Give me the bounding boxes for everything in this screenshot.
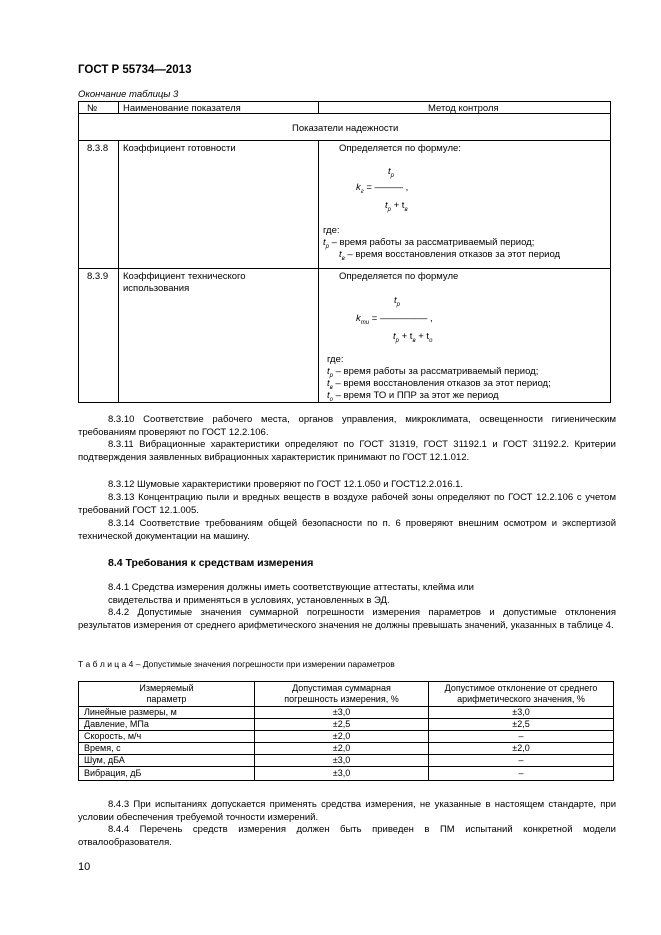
document-header: ГОСТ Р 55734—2013	[78, 64, 192, 76]
table-cell: –	[518, 731, 524, 741]
table-cell: ±2,5	[512, 719, 530, 729]
row-838-intro: Определяется по формуле:	[339, 143, 461, 154]
table-cell: –	[518, 768, 524, 778]
row-838-def1: $t_р$ – время работы за рассматриваемый период;	[323, 237, 535, 250]
table-row: Время, с	[84, 743, 121, 753]
table-cell: ±3,0	[512, 707, 530, 717]
para-8-4-4: 8.4.4 Перечень средств измерения должен быть приведен в ПМ испытаний конкретной модели отвалообразователя.	[78, 824, 616, 848]
table-row: Вибрация, дБ	[84, 768, 142, 778]
row-838-num: 8.3.8	[87, 143, 109, 154]
para-8-4-1-line2: свидетельства и применяться в условиях, установленных в ЭД.	[108, 595, 390, 606]
table3-header-num: №	[87, 103, 98, 114]
table-row: Скорость, м/ч	[84, 731, 142, 741]
table-row: Шум, дБА	[84, 755, 125, 765]
table3-header-name: Наименование показателя	[123, 103, 241, 114]
row-838-where: где:	[323, 225, 340, 236]
para-8-4-2: 8.4.2 Допустимые значения суммарной погрешности измерения параметров и допустимые отклонения результатов измерения от среднего арифметического значения не должны превышать значений, указанных в таблице 4.	[78, 607, 616, 631]
table-cell: ±3,0	[332, 768, 351, 778]
row-839-formula-den: $t_р + t_в + t_о$	[393, 331, 433, 344]
section-8-4-title: 8.4 Требования к средствам измерения	[108, 557, 314, 569]
table-row: Давление, МПа	[84, 719, 149, 729]
para-8-3-11: 8.3.11 Вибрационные характеристики определяют по ГОСТ 31319, ГОСТ 31192.1 и ГОСТ 31192.2. Критерии подтверждения заявленных вибрационных характеристик принимают по ГОСТ 12.1.012.	[78, 439, 616, 463]
row-839-name-line2: использования	[123, 283, 190, 294]
table-cell: ±3,0	[332, 707, 351, 717]
table4-header-param: Измеряемый параметр	[139, 683, 194, 704]
row-839-intro: Определяется по формуле	[339, 271, 459, 282]
para-8-4-1-line1: 8.4.1 Средства измерения должны иметь соответствующие аттестаты, клейма или	[108, 582, 474, 593]
table-row: Линейные размеры, м	[84, 707, 177, 717]
table-cell: ±2,5	[332, 719, 351, 729]
table-cell: ±2,0	[512, 743, 530, 753]
table-cell: –	[518, 755, 524, 765]
row-838-formula-lhs: $k_г$ = ——— ,	[356, 182, 409, 195]
table-cell: ±2,0	[332, 731, 351, 741]
para-8-3-13: 8.3.13 Концентрацию пыли и вредных веществ в воздухе рабочей зоны определяют по ГОСТ 12.2.106 с учетом требований ГОСТ 12.1.005.	[78, 492, 616, 516]
para-8-3-12: 8.3.12 Шумовые характеристики проверяют по ГОСТ 12.1.050 и ГОСТ12.2.016.1.	[108, 479, 464, 490]
table4-header-error: Допустимая суммарная погрешность измерения, %	[284, 683, 399, 704]
table3-caption: Окончание таблицы 3	[78, 89, 179, 100]
row-839-num: 8.3.9	[87, 271, 109, 282]
row-839-formula-lhs: $k_{ти}$ = ————— ,	[356, 313, 433, 326]
table3-section-title: Показатели надежности	[292, 123, 399, 134]
row-838-name: Коэффициент готовности	[123, 143, 236, 154]
table3-header-method: Метод контроля	[428, 103, 499, 114]
row-839-def3: $t_о$ – время ТО и ППР за этот же период	[327, 390, 499, 403]
row-838-formula-den: $t_р + t_в$	[385, 200, 408, 213]
row-839-def1: $t_р$ – время работы за рассматриваемый период;	[327, 366, 539, 379]
table-cell: ±3,0	[332, 755, 351, 765]
row-838-def2: $t_в$ – время восстановления отказов за этот период	[339, 249, 561, 262]
row-839-where: где:	[327, 354, 344, 365]
row-839-def2: $t_в$ – время восстановления отказов за этот период;	[327, 378, 551, 391]
table4-header-deviation: Допустимое отклонение от среднего арифметического значения, %	[444, 683, 598, 704]
row-839-formula-num: $t_р$	[394, 295, 400, 308]
table-cell: ±2,0	[332, 743, 351, 753]
row-838-formula-num: $t_р$	[388, 166, 394, 179]
para-8-4-3: 8.4.3 При испытаниях допускается применять средства измерения, не указанные в настоящем стандарте, при условии обеспечения требуемой точности измерений.	[78, 799, 616, 823]
page-number: 10	[78, 861, 91, 873]
para-8-3-14: 8.3.14 Соответствие требованиям общей безопасности по п. 6 проверяют внешним осмотром и экспертизой технической документации на машину.	[78, 518, 616, 542]
table4-caption: Т а б л и ц а 4 – Допустимые значения погрешности при измерении параметров	[78, 659, 395, 669]
row-839-name-line1: Коэффициент технического	[123, 271, 246, 282]
para-8-3-10: 8.3.10 Соответствие рабочего места, органов управления, микроклимата, освещенности гигиеническим требованиям проверяют по ГОСТ 12.2.106.	[78, 414, 616, 438]
